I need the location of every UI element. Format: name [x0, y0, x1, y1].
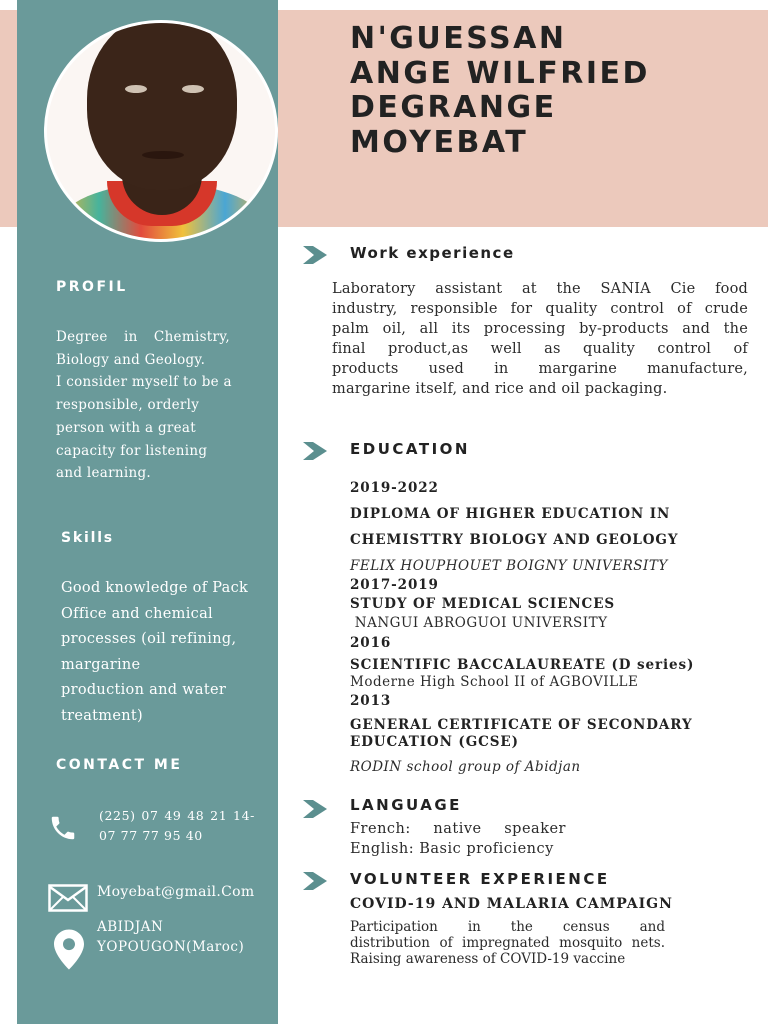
envelope-icon [48, 884, 88, 912]
education-title: CHEMISTTRY BIOLOGY AND GEOLOGY [350, 532, 679, 548]
education-school: Moderne High School II of AGBOVILLE [350, 674, 639, 690]
skills-line: production and water [61, 682, 227, 698]
work-line: palm oil, all its processing by-products and the [332, 321, 748, 337]
name-line: N'GUESSAN [350, 21, 567, 56]
phone-icon [48, 813, 78, 843]
education-year: 2016 [350, 635, 392, 651]
education-school: FELIX HOUPHOUET BOIGNY UNIVERSITY [350, 558, 668, 574]
profil-line: person with a great [56, 419, 197, 436]
work-line: final product,as well as quality control of [332, 341, 748, 357]
volunteer-line: distribution of impregnated mosquito nets. [350, 935, 665, 951]
profil-text [56, 326, 230, 485]
education-school: NANGUI ABROGUOI UNIVERSITY [350, 615, 608, 631]
skills-text [61, 576, 271, 729]
chevron-right-icon [303, 800, 327, 818]
profil-line: capacity for listening [56, 442, 208, 459]
work-line: margarine itself, and rice and oil packaging. [332, 381, 668, 397]
education-title: EDUCATION (GCSE) [350, 734, 519, 750]
phone-line: 07 77 77 95 40 [99, 828, 203, 843]
profil-heading: PROFIL [56, 279, 128, 295]
skills-line: Office and chemical [61, 605, 213, 622]
language-line: English: Basic proficiency [350, 841, 554, 857]
volunteer-title: COVID-19 AND MALARIA CAMPAIGN [350, 896, 673, 912]
name-line: ANGE WILFRIED [350, 55, 650, 91]
education-year: 2017-2019 [350, 577, 439, 593]
candidate-name [350, 22, 750, 160]
phone-line: (225) 07 49 48 21 14- [99, 808, 255, 823]
profil-line: and learning. [56, 465, 152, 482]
chevron-right-icon [303, 246, 327, 264]
education-title: GENERAL CERTIFICATE OF SECONDARY [350, 717, 693, 733]
profil-line: Biology and Geology. [56, 351, 206, 368]
email-text [97, 884, 254, 900]
skills-heading: Skills [61, 530, 114, 546]
education-heading: EDUCATION [350, 440, 470, 458]
profil-line: responsible, orderly [56, 397, 200, 414]
education-year: 2013 [350, 693, 392, 709]
education-year: 2019-2022 [350, 480, 439, 496]
work-line: industry, responsible for quality control of crude [332, 301, 748, 317]
email-line: Moyebat@gmail.Com [97, 884, 255, 900]
phone-text [99, 806, 255, 846]
skills-line: margarine [61, 656, 141, 673]
chevron-right-icon [303, 872, 327, 890]
work-line: Laboratory assistant at the SANIA Cie food [332, 281, 748, 297]
skills-line: processes (oil refining, [61, 631, 237, 647]
volunteer-line: Raising awareness of COVID-19 vaccine [350, 951, 626, 967]
address-text [97, 917, 244, 957]
work-heading: Work experience [350, 244, 515, 262]
volunteer-line: Participation in the census and [350, 919, 665, 935]
location-pin-icon [54, 929, 84, 970]
name-line: DEGRANGE [350, 90, 557, 125]
contact-heading: CONTACT ME [56, 757, 183, 773]
profil-line: I consider myself to be a [56, 374, 232, 391]
volunteer-heading: VOLUNTEER EXPERIENCE [350, 870, 610, 888]
work-description [332, 279, 748, 399]
profil-line: Degree in Chemistry, [56, 329, 230, 345]
education-title: SCIENTIFIC BACCALAUREATE (D series) [350, 657, 695, 673]
skills-line: Good knowledge of Pack [61, 580, 249, 596]
address-line: YOPOUGON(Maroc) [97, 939, 245, 955]
language-heading: LANGUAGE [350, 796, 462, 814]
language-line: French: native speaker [350, 821, 566, 837]
address-line: ABIDJAN [97, 919, 164, 935]
chevron-right-icon [303, 442, 327, 460]
work-line: products used in margarine manufacture, [332, 361, 748, 377]
volunteer-description [350, 919, 665, 967]
education-school: RODIN school group of Abidjan [350, 759, 581, 775]
education-title: STUDY OF MEDICAL SCIENCES [350, 596, 616, 612]
profile-photo [44, 20, 278, 242]
skills-line: treatment) [61, 707, 143, 724]
name-line: MOYEBAT [350, 124, 529, 160]
education-title: DIPLOMA OF HIGHER EDUCATION IN [350, 506, 671, 522]
